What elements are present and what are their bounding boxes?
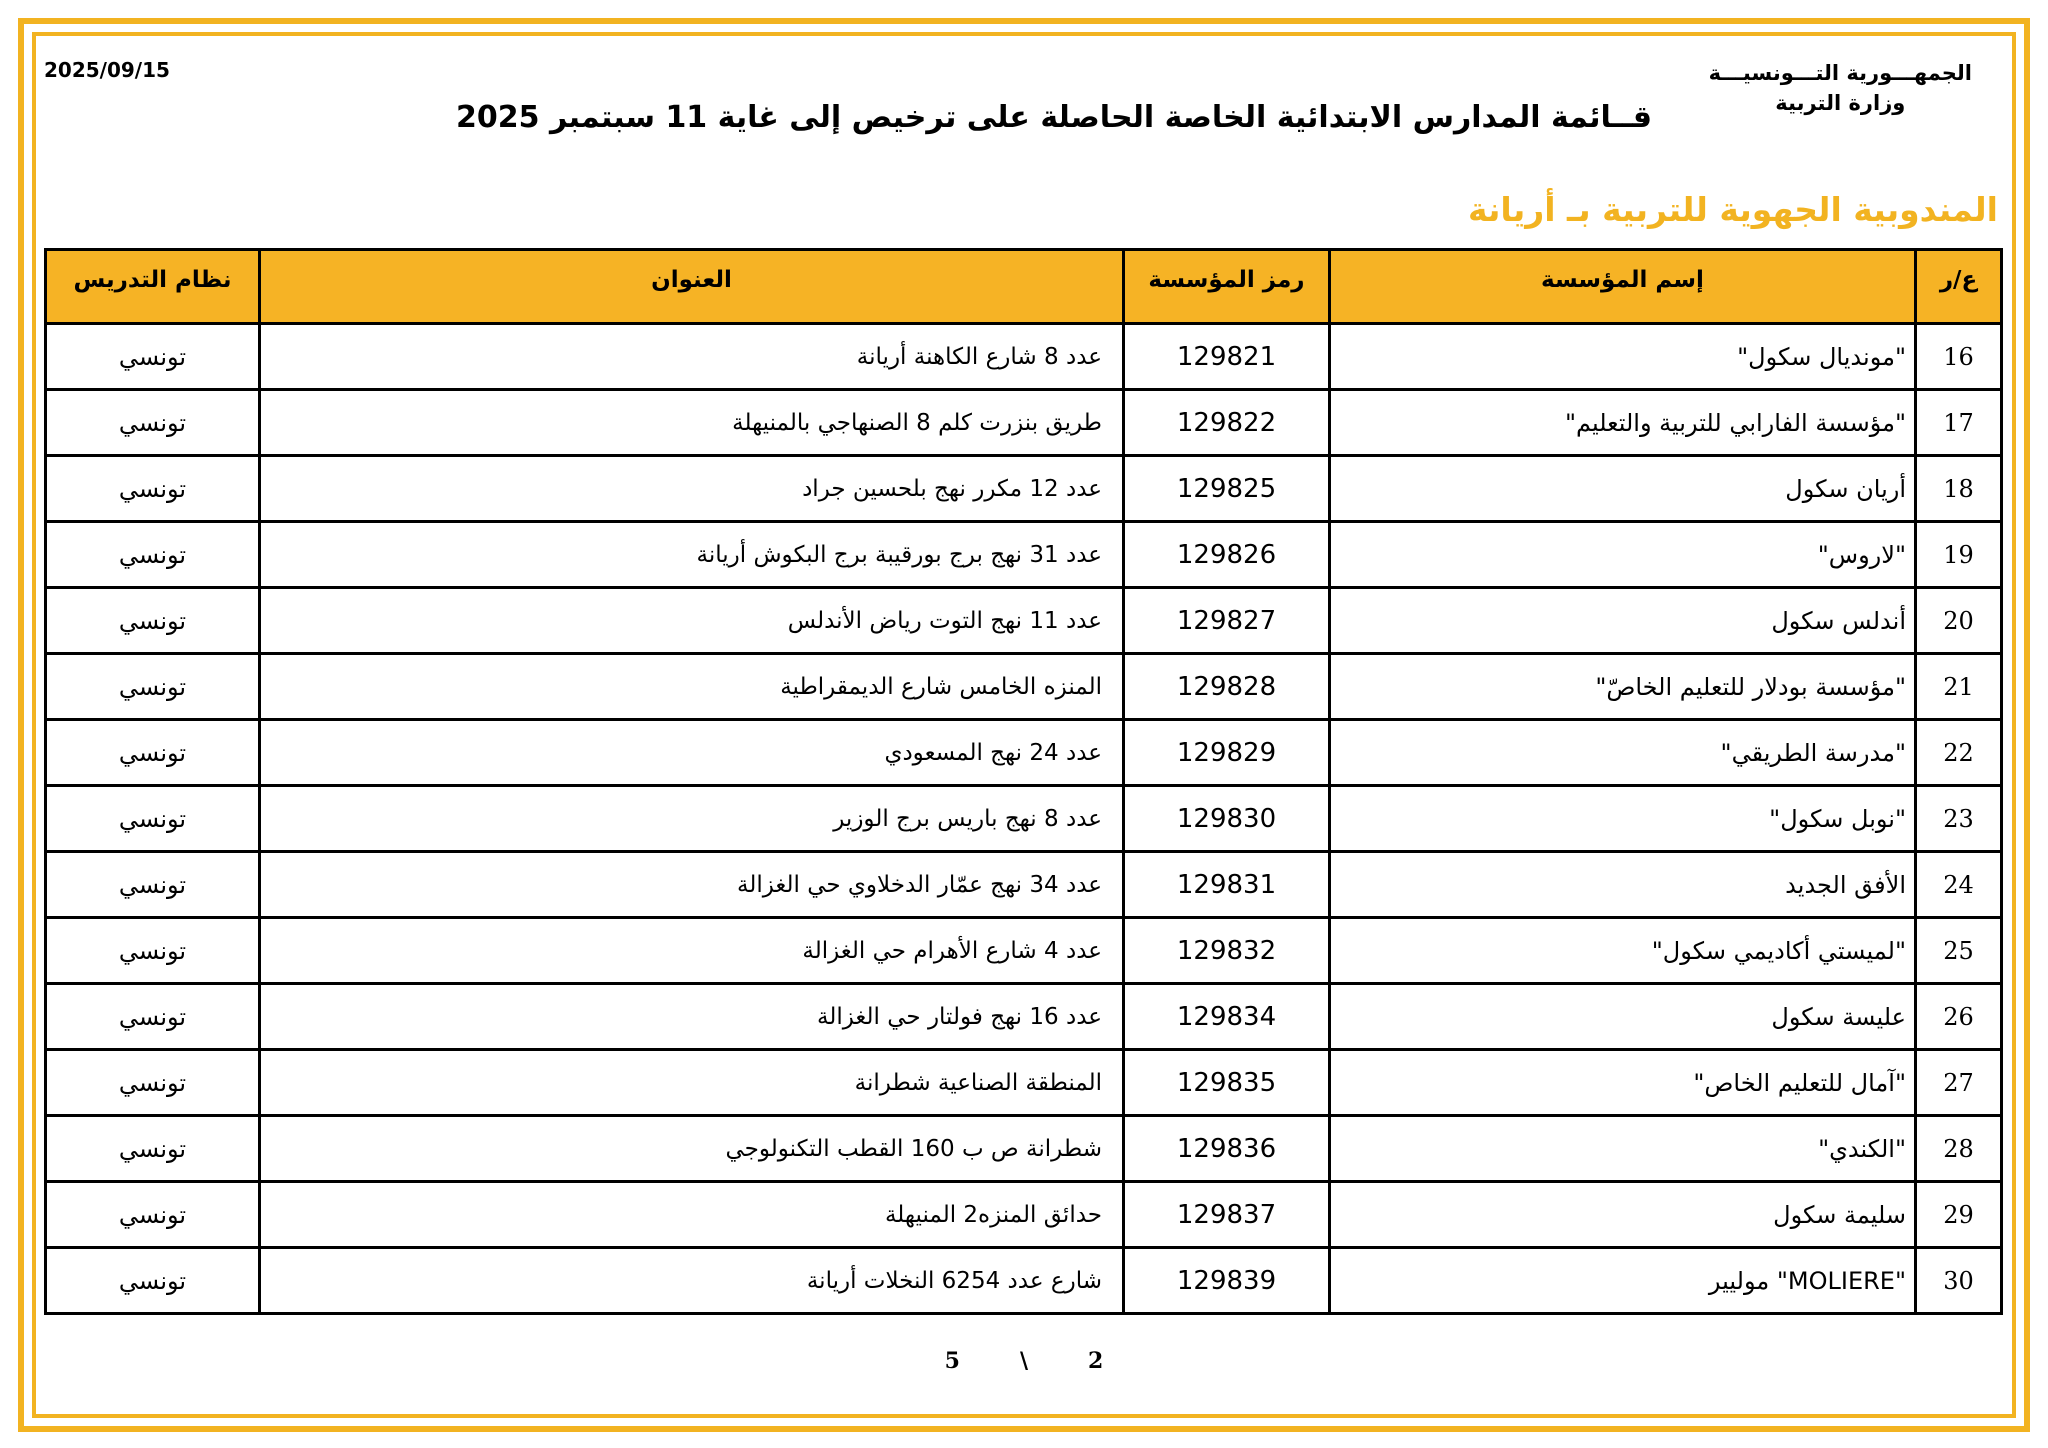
school-code: 129837 — [1124, 1182, 1330, 1248]
table-header-row — [46, 250, 2002, 324]
teaching-system: تونسي — [46, 1182, 260, 1248]
school-name: "آمال للتعليم الخاص" — [1330, 1050, 1916, 1116]
table-row — [46, 720, 2002, 786]
school-address: عدد 16 نهج فولتار حي الغزالة — [260, 984, 1124, 1050]
region-heading: المندوبية الجهوية للتربية بـ أريانة — [1468, 190, 1998, 229]
row-number: 23 — [1916, 786, 2002, 852]
table-row — [46, 654, 2002, 720]
school-address: عدد 24 نهج المسعودي — [260, 720, 1124, 786]
school-name: أريان سكول — [1330, 456, 1916, 522]
school-name: "مدرسة الطريقي" — [1330, 720, 1916, 786]
school-code: 129826 — [1124, 522, 1330, 588]
table-row — [46, 852, 2002, 918]
school-code: 129828 — [1124, 654, 1330, 720]
table-row — [46, 588, 2002, 654]
school-address: حدائق المنزه2 المنيهلة — [260, 1182, 1124, 1248]
column-header-address: العنوان — [260, 250, 1124, 324]
teaching-system: تونسي — [46, 918, 260, 984]
teaching-system: تونسي — [46, 588, 260, 654]
table-row — [46, 522, 2002, 588]
row-number: 26 — [1916, 984, 2002, 1050]
school-name: "لاروس" — [1330, 522, 1916, 588]
school-address: عدد 12 مكرر نهج بلحسين جراد — [260, 456, 1124, 522]
country-name: الجمهـــورية التـــونسيـــة — [1708, 61, 1972, 85]
school-address: عدد 11 نهج التوت رياض الأندلس — [260, 588, 1124, 654]
school-name: "مؤسسة الفارابي للتربية والتعليم" — [1330, 390, 1916, 456]
page-total: 5 — [944, 1348, 960, 1374]
school-code: 129834 — [1124, 984, 1330, 1050]
school-name: سليمة سكول — [1330, 1182, 1916, 1248]
table-row — [46, 1182, 2002, 1248]
school-address: عدد 8 نهج باريس برج الوزير — [260, 786, 1124, 852]
school-address: المنطقة الصناعية شطرانة — [260, 1050, 1124, 1116]
page-separator: \ — [1019, 1348, 1029, 1374]
column-header-system: نظام التدريس — [46, 250, 260, 324]
school-address: عدد 4 شارع الأهرام حي الغزالة — [260, 918, 1124, 984]
table-row — [46, 324, 2002, 390]
school-name: الأفق الجديد — [1330, 852, 1916, 918]
school-code: 129835 — [1124, 1050, 1330, 1116]
school-code: 129831 — [1124, 852, 1330, 918]
table-row — [46, 456, 2002, 522]
table-row — [46, 918, 2002, 984]
table-row — [46, 390, 2002, 456]
school-code: 129821 — [1124, 324, 1330, 390]
row-number: 27 — [1916, 1050, 2002, 1116]
row-number: 20 — [1916, 588, 2002, 654]
school-name: "نوبل سكول" — [1330, 786, 1916, 852]
school-address: طريق بنزرت كلم 8 الصنهاجي بالمنيهلة — [260, 390, 1124, 456]
school-name: "مؤسسة بودلار للتعليم الخاصّ" — [1330, 654, 1916, 720]
school-code: 129836 — [1124, 1116, 1330, 1182]
row-number: 24 — [1916, 852, 2002, 918]
teaching-system: تونسي — [46, 522, 260, 588]
teaching-system: تونسي — [46, 654, 260, 720]
ministry-name: وزارة التربية — [1775, 91, 1906, 115]
school-name: "MOLIERE" موليير — [1330, 1248, 1916, 1314]
row-number: 29 — [1916, 1182, 2002, 1248]
school-address: عدد 8 شارع الكاهنة أريانة — [260, 324, 1124, 390]
teaching-system: تونسي — [46, 786, 260, 852]
school-address: شارع عدد 6254 النخلات أريانة — [260, 1248, 1124, 1314]
row-number: 25 — [1916, 918, 2002, 984]
schools-table — [44, 248, 2003, 1315]
row-number: 22 — [1916, 720, 2002, 786]
school-code: 129832 — [1124, 918, 1330, 984]
school-code: 129829 — [1124, 720, 1330, 786]
row-number: 18 — [1916, 456, 2002, 522]
school-address: عدد 31 نهج برج بورقيبة برج البكوش أريانة — [260, 522, 1124, 588]
row-number: 19 — [1916, 522, 2002, 588]
school-code: 129839 — [1124, 1248, 1330, 1314]
table-row — [46, 786, 2002, 852]
teaching-system: تونسي — [46, 1116, 260, 1182]
table-row — [46, 1248, 2002, 1314]
teaching-system: تونسي — [46, 456, 260, 522]
table-row — [46, 984, 2002, 1050]
document-date: 2025/09/15 — [44, 58, 170, 82]
page-indicator — [0, 1348, 2048, 1374]
school-code: 129830 — [1124, 786, 1330, 852]
teaching-system: تونسي — [46, 324, 260, 390]
teaching-system: تونسي — [46, 1050, 260, 1116]
school-code: 129822 — [1124, 390, 1330, 456]
row-number: 21 — [1916, 654, 2002, 720]
school-name: عليسة سكول — [1330, 984, 1916, 1050]
table-row — [46, 1116, 2002, 1182]
column-header-code: رمز المؤسسة — [1124, 250, 1330, 324]
school-name: "مونديال سكول" — [1330, 324, 1916, 390]
school-name: أندلس سكول — [1330, 588, 1916, 654]
school-code: 129825 — [1124, 456, 1330, 522]
teaching-system: تونسي — [46, 720, 260, 786]
row-number: 30 — [1916, 1248, 2002, 1314]
teaching-system: تونسي — [46, 984, 260, 1050]
column-header-num: ع/ر — [1916, 250, 2002, 324]
teaching-system: تونسي — [46, 390, 260, 456]
school-address: المنزه الخامس شارع الديمقراطية — [260, 654, 1124, 720]
column-header-name: إسم المؤسسة — [1330, 250, 1916, 324]
school-code: 129827 — [1124, 588, 1330, 654]
document-title: قــائمة المدارس الابتدائية الخاصة الحاصلة على ترخيص إلى غاية 11 سبتمبر 2025 — [456, 100, 1652, 135]
row-number: 16 — [1916, 324, 2002, 390]
school-address: شطرانة ص ب 160 القطب التكنولوجي — [260, 1116, 1124, 1182]
row-number: 17 — [1916, 390, 2002, 456]
school-name: "لميستي أكاديمي سكول" — [1330, 918, 1916, 984]
page-current: 2 — [1088, 1348, 1104, 1374]
school-name: "الكندي" — [1330, 1116, 1916, 1182]
table-row — [46, 1050, 2002, 1116]
teaching-system: تونسي — [46, 1248, 260, 1314]
row-number: 28 — [1916, 1116, 2002, 1182]
school-address: عدد 34 نهج عمّار الدخلاوي حي الغزالة — [260, 852, 1124, 918]
teaching-system: تونسي — [46, 852, 260, 918]
